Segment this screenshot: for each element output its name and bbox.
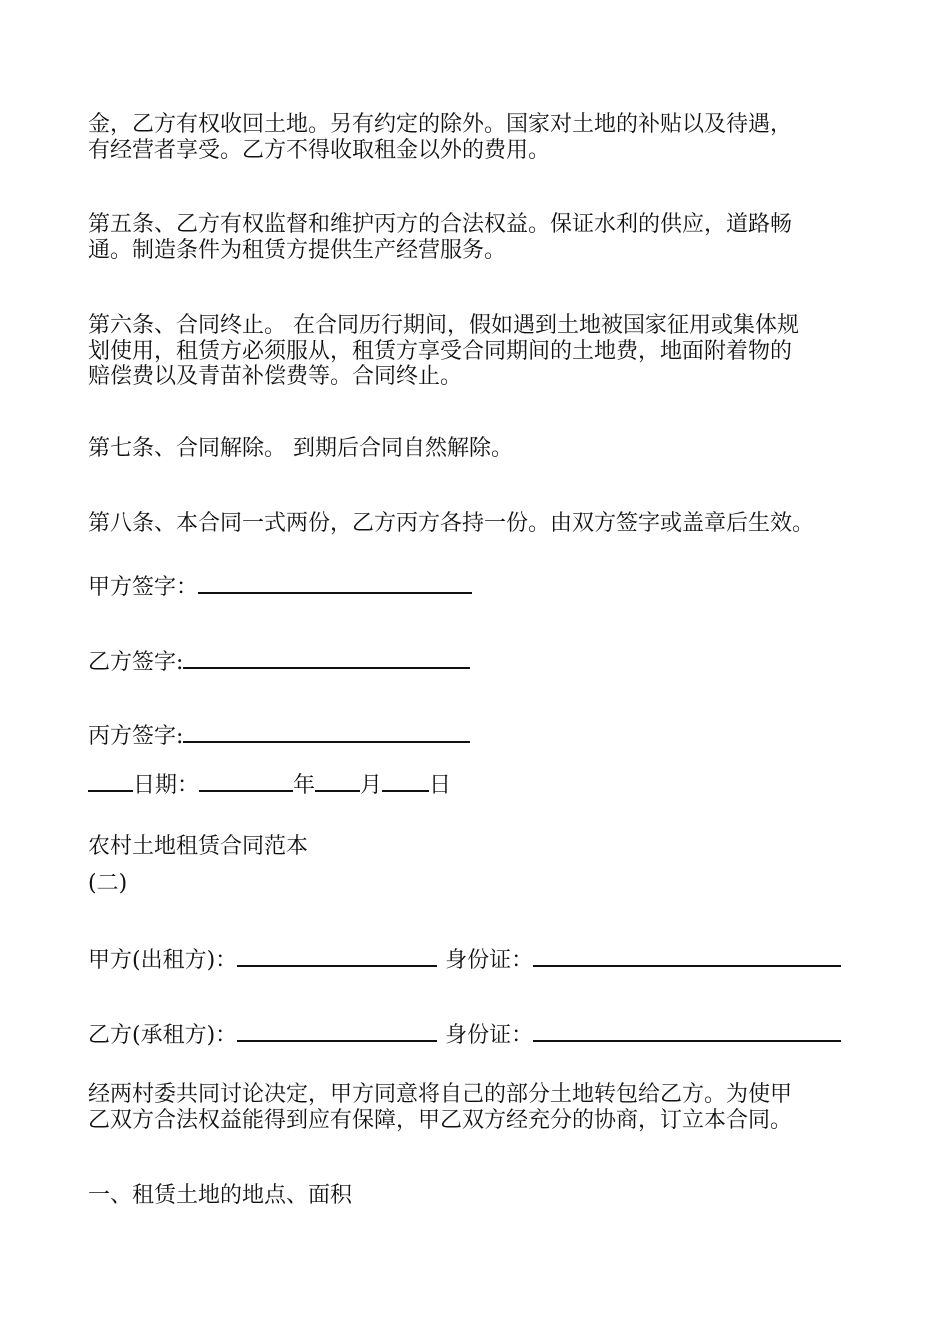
party-yi-line xyxy=(88,1020,841,1049)
date-label: 日期： xyxy=(133,773,200,798)
intro-line: 经两村委共同讨论决定，甲方同意将自己的部分土地转包给乙方。为使甲 xyxy=(88,1082,793,1107)
article-7-line: 第七条、合同解除。 到期后合同自然解除。 xyxy=(88,436,513,461)
signature-bing-label: 丙方签字: xyxy=(88,724,184,749)
article-5-line: 第五条、乙方有权监督和维护丙方的合法权益。保证水利的供应，道路畅 xyxy=(88,212,793,237)
article-5-line: 通。制造条件为租赁方提供生产经营服务。 xyxy=(88,238,507,263)
article-8-line: 第八条、本合同一式两份，乙方丙方各持一份。由双方签字或盖章后生效。 xyxy=(88,511,815,536)
intro-line: 乙双方合法权益能得到应有保障，甲乙双方经充分的协商，订立本合同。 xyxy=(88,1108,793,1133)
section-heading: 一、租赁土地的地点、面积 xyxy=(88,1183,353,1208)
article-6-line: 第六条、合同终止。 在合同历行期间，假如遇到土地被国家征用或集体规 xyxy=(88,313,799,338)
party-jia-line xyxy=(88,945,841,974)
signature-jia-blank[interactable] xyxy=(198,572,472,594)
date-line xyxy=(88,770,451,799)
party-yi-id-label: 身份证： xyxy=(445,1023,534,1048)
signature-yi-label: 乙方签字: xyxy=(88,650,184,675)
date-month-blank[interactable] xyxy=(315,770,360,792)
date-day-blank[interactable] xyxy=(382,770,429,792)
paragraph-line: 金，乙方有权收回土地。另有约定的除外。国家对土地的补贴以及待遇， xyxy=(88,112,793,137)
signature-jia-label: 甲方签字： xyxy=(88,575,199,600)
signature-bing xyxy=(88,721,470,750)
signature-yi-blank[interactable] xyxy=(183,647,470,669)
document-title: 农村土地租赁合同范本 xyxy=(88,834,309,859)
paragraph-line: 有经营者享受。乙方不得收取租金以外的费用。 xyxy=(88,138,551,163)
date-year-label: 年 xyxy=(293,773,316,798)
date-day-label: 日 xyxy=(429,773,452,798)
party-yi-id-blank[interactable] xyxy=(533,1020,841,1042)
signature-jia xyxy=(88,572,472,601)
signature-bing-blank[interactable] xyxy=(183,721,470,743)
date-year-blank[interactable] xyxy=(199,770,293,792)
signature-yi xyxy=(88,647,470,676)
party-jia-label: 甲方(出租方)： xyxy=(88,948,238,973)
party-jia-id-blank[interactable] xyxy=(533,945,841,967)
party-jia-id-label: 身份证： xyxy=(445,948,534,973)
party-yi-label: 乙方(承租方)： xyxy=(88,1023,238,1048)
article-6-line: 赔偿费以及青苗补偿费等。合同终止。 xyxy=(88,364,463,389)
article-6-line: 划使用，租赁方必须服从，租赁方享受合同期间的土地费，地面附着物的 xyxy=(88,339,793,364)
party-jia-name-blank[interactable] xyxy=(237,945,437,967)
date-month-label: 月 xyxy=(360,773,383,798)
date-prefix-blank[interactable] xyxy=(88,770,133,792)
party-yi-name-blank[interactable] xyxy=(237,1020,437,1042)
document-subtitle: (二) xyxy=(88,871,128,896)
